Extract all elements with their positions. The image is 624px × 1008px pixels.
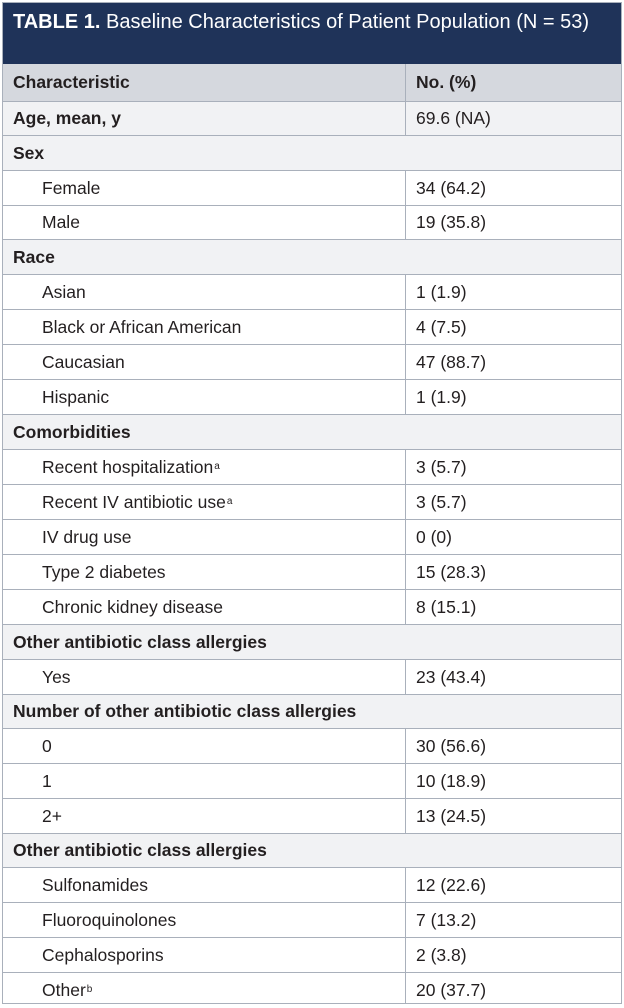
- row-value: 10 (18.9): [405, 764, 621, 798]
- table-row: [3, 764, 621, 799]
- row-value: 8 (15.1): [405, 590, 621, 624]
- table-row: [3, 380, 621, 415]
- row-label: Asian: [42, 281, 86, 302]
- row-value: 0 (0): [405, 520, 621, 554]
- row-label: Female: [42, 177, 101, 198]
- table-row: [3, 938, 621, 973]
- row-value: 4 (7.5): [405, 310, 621, 344]
- row-value: 7 (13.2): [405, 903, 621, 937]
- section-heading: Sex: [13, 142, 45, 163]
- row-value: 15 (28.3): [405, 555, 621, 589]
- row-label: [3, 485, 405, 519]
- section-heading: Other antibiotic class allergies: [13, 840, 267, 860]
- table-row: [3, 799, 621, 834]
- age-value: 69.6 (NA): [405, 102, 621, 135]
- row-label: 2+: [42, 805, 62, 826]
- table-row: [3, 345, 621, 380]
- row-value: 23 (43.4): [405, 660, 621, 694]
- section-heading: Comorbidities: [13, 421, 131, 442]
- table-row: [3, 206, 621, 240]
- row-label: Cephalosporins: [42, 944, 164, 965]
- section-other-allergies: [3, 625, 621, 660]
- table-row: [3, 660, 621, 695]
- table-number: TABLE 1.: [13, 11, 101, 33]
- table-row: [3, 590, 621, 625]
- row-label: Black or African American: [42, 316, 242, 337]
- footnote-marker: b: [86, 984, 93, 995]
- row-label-text: Other: [42, 979, 86, 1000]
- table-row: [3, 275, 621, 310]
- section-heading: Number of other antibiotic class allergies: [13, 701, 357, 721]
- age-row: [3, 102, 621, 136]
- row-label: IV drug use: [42, 526, 132, 547]
- row-value: 3 (5.7): [405, 485, 621, 519]
- table-row: [3, 171, 621, 206]
- table-row: [3, 729, 621, 764]
- table-row: [3, 485, 621, 520]
- row-label-text: Recent IV antibiotic use: [42, 491, 226, 512]
- row-value: 13 (24.5): [405, 799, 621, 833]
- table-title: [3, 3, 621, 64]
- section-heading: Other antibiotic class allergies: [13, 631, 267, 652]
- table-row: [3, 450, 621, 485]
- row-label-text: Recent hospitalization: [42, 456, 214, 477]
- table-caption: Baseline Characteristics of Patient Population (N = 53): [100, 11, 590, 33]
- row-value: 20 (37.7): [405, 973, 621, 1004]
- table-row: [3, 868, 621, 903]
- baseline-characteristics-table: [2, 2, 622, 1004]
- row-value: 30 (56.6): [405, 729, 621, 763]
- row-value: 3 (5.7): [405, 450, 621, 484]
- age-label: Age, mean, y: [13, 108, 121, 128]
- header-count: No. (%): [405, 64, 621, 101]
- section-sex: [3, 136, 621, 171]
- row-value: 1 (1.9): [405, 275, 621, 309]
- footnote-marker: a: [226, 496, 233, 507]
- row-label: Sulfonamides: [42, 874, 149, 895]
- table-row: [3, 903, 621, 938]
- row-label: Male: [42, 212, 80, 232]
- row-value: 19 (35.8): [405, 206, 621, 239]
- row-label: Hispanic: [42, 386, 110, 407]
- section-race: [3, 240, 621, 275]
- table-row: [3, 555, 621, 590]
- header-characteristic: Characteristic: [13, 72, 130, 92]
- row-label: Caucasian: [42, 351, 125, 372]
- row-label: Type 2 diabetes: [42, 561, 166, 582]
- row-label: Fluoroquinolones: [42, 909, 177, 930]
- row-label: [3, 450, 405, 484]
- section-number-allergies: [3, 695, 621, 729]
- row-label: 0: [42, 735, 52, 756]
- row-value: 1 (1.9): [405, 380, 621, 414]
- row-value: 34 (64.2): [405, 171, 621, 205]
- footnote-marker: a: [214, 461, 220, 472]
- row-label: 1: [42, 770, 52, 791]
- row-label: Chronic kidney disease: [42, 596, 223, 617]
- section-comorbidities: [3, 415, 621, 450]
- section-allergy-classes: [3, 834, 621, 868]
- table-row: [3, 973, 621, 1004]
- row-value: 2 (3.8): [405, 938, 621, 972]
- section-heading: Race: [13, 246, 55, 267]
- table-row: [3, 310, 621, 345]
- row-label: Yes: [42, 666, 71, 687]
- table-row: [3, 520, 621, 555]
- row-value: 47 (88.7): [405, 345, 621, 379]
- row-label: [3, 973, 405, 1004]
- row-value: 12 (22.6): [405, 868, 621, 902]
- header-row: [3, 64, 621, 102]
